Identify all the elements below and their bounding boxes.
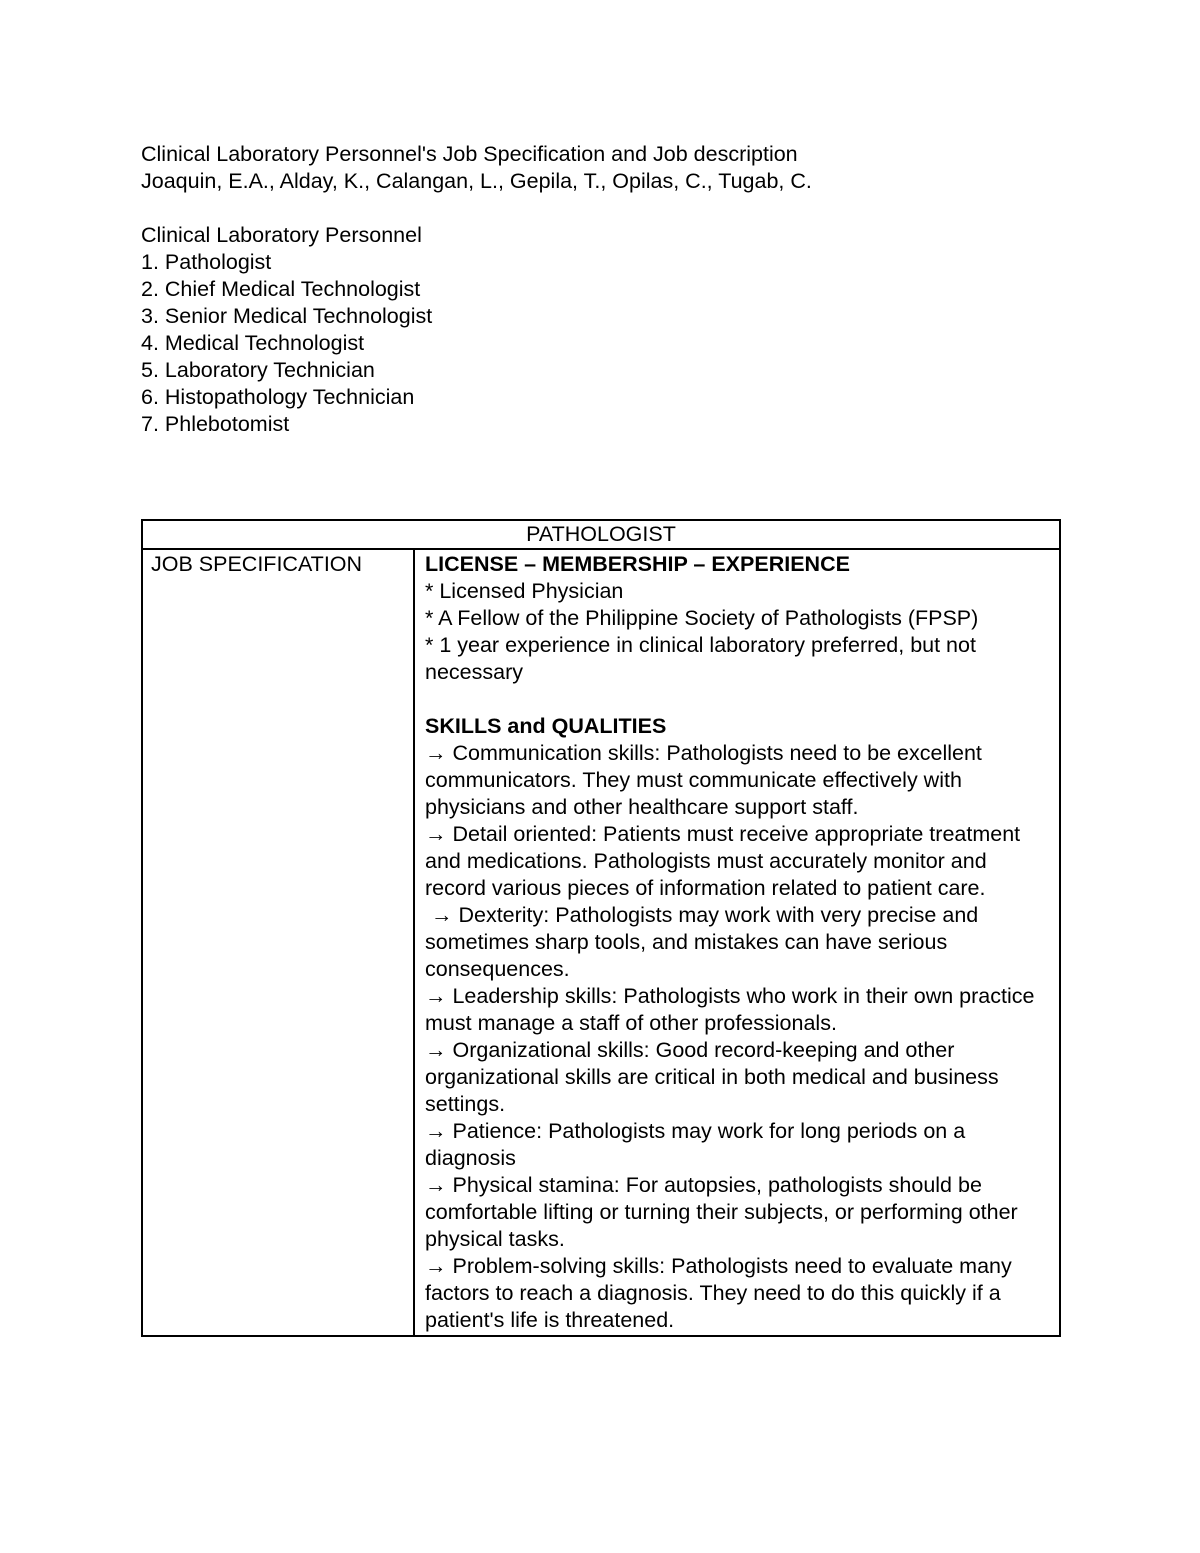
- skill-item: → Problem-solving skills: Pathologists need to evaluate many factors to reach a diagnosis. They need to do this quickly if a patient's life is threatened.: [425, 1254, 1012, 1332]
- spacer: [425, 686, 1051, 713]
- skill-item: → Organizational skills: Good record-keeping and other organizational skills are critical in both medical and business settings.: [425, 1038, 999, 1116]
- pathologist-table: [141, 519, 1061, 1337]
- document-authors: Joaquin, E.A., Alday, K., Calangan, L., Gepila, T., Opilas, C., Tugab, C.: [141, 169, 812, 193]
- license-item: * Licensed Physician: [425, 579, 624, 603]
- personnel-list: [141, 249, 1061, 438]
- list-item: 3. Senior Medical Technologist: [141, 304, 433, 328]
- table-row: [142, 549, 1060, 1336]
- document-title: Clinical Laboratory Personnel's Job Specification and Job description: [141, 142, 798, 166]
- spacer: [141, 195, 1061, 222]
- list-item: 6. Histopathology Technician: [141, 385, 415, 409]
- table-title-row: [142, 520, 1060, 549]
- personnel-heading: Clinical Laboratory Personnel: [141, 223, 422, 247]
- skill-item: → Physical stamina: For autopsies, pathologists should be comfortable lifting or turning their subjects, or performing other physical tasks.: [425, 1173, 1018, 1251]
- job-specification-content: [414, 549, 1060, 1336]
- license-item: * A Fellow of the Philippine Society of Pathologists (FPSP): [425, 606, 979, 630]
- table-title: PATHOLOGIST: [142, 520, 1060, 549]
- license-heading: LICENSE – MEMBERSHIP – EXPERIENCE: [425, 552, 850, 576]
- skill-item: → Detail oriented: Patients must receive appropriate treatment and medications. Pathologists must accurately monitor and record various pieces of information related to patient care.: [425, 822, 1021, 900]
- list-item: 7. Phlebotomist: [141, 412, 290, 436]
- skill-item: → Leadership skills: Pathologists who work in their own practice must manage a staff of other professionals.: [425, 984, 1035, 1035]
- list-item: 2. Chief Medical Technologist: [141, 277, 421, 301]
- skill-item: → Dexterity: Pathologists may work with very precise and sometimes sharp tools, and mistakes can have serious consequences.: [425, 903, 985, 981]
- skill-item: → Communication skills: Pathologists need to be excellent communicators. They must communicate effectively with physicians and other healthcare support staff.: [425, 741, 982, 819]
- license-item: * 1 year experience in clinical laboratory preferred, but not necessary: [425, 633, 976, 684]
- skills-heading: SKILLS and QUALITIES: [425, 714, 667, 738]
- list-item: 1. Pathologist: [141, 250, 272, 274]
- job-specification-label: JOB SPECIFICATION: [142, 549, 414, 1336]
- document-page: [141, 141, 1061, 438]
- list-item: 4. Medical Technologist: [141, 331, 365, 355]
- skill-item: → Patience: Pathologists may work for long periods on a diagnosis: [425, 1119, 966, 1170]
- list-item: 5. Laboratory Technician: [141, 358, 375, 382]
